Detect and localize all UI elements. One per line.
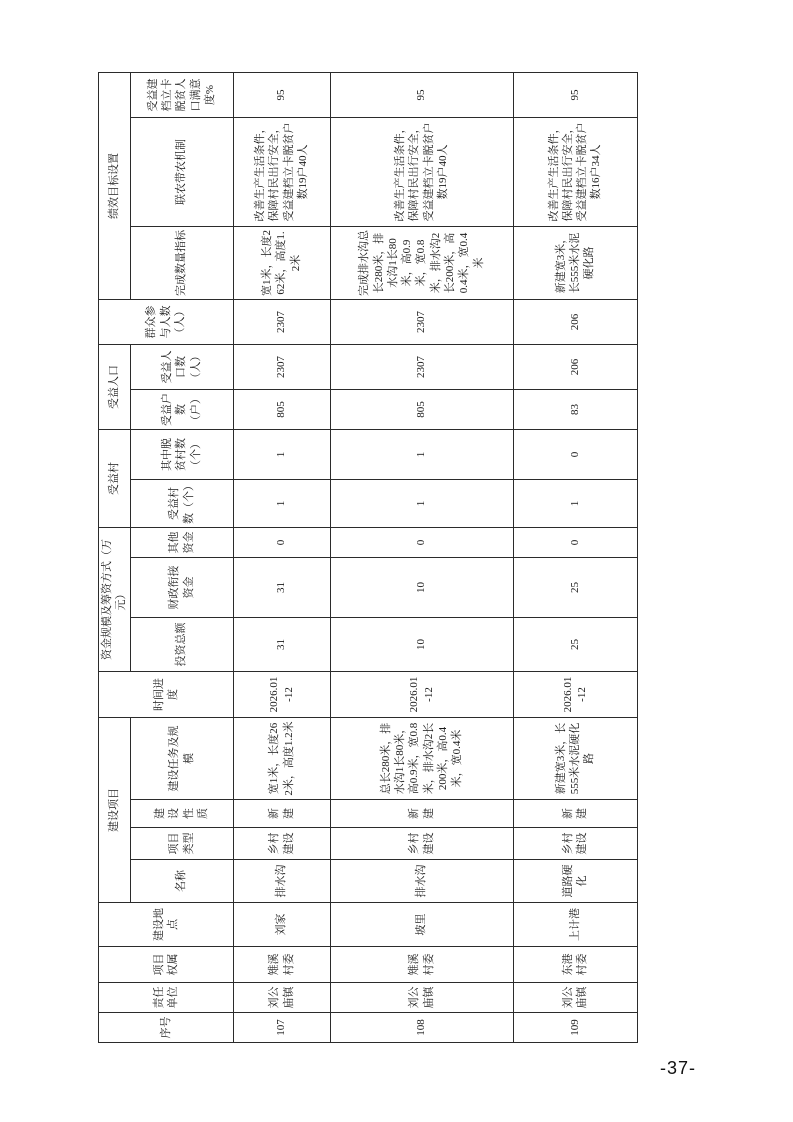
cell-scale: 总长280米，排水沟1长80米，高0.9米，宽0.8米，排水沟2长200米，高0.4米，宽0.4米 <box>330 718 513 800</box>
cell-type: 乡村建设 <box>330 828 513 860</box>
cell-ownership: 雉溪村委 <box>330 947 513 983</box>
cell-name: 排水沟 <box>330 860 513 903</box>
rotated-table-canvas <box>98 73 632 1043</box>
header-ownership: 项目权属 <box>99 947 234 983</box>
project-table <box>98 72 638 1043</box>
header-location: 建设地点 <box>99 903 234 947</box>
cell-fiscal-linkage-fund: 31 <box>233 558 330 618</box>
header-scale: 建设任务及规模 <box>130 718 233 800</box>
cell-quantity-target: 宽1米，长度262米，高度1.2米 <box>233 227 330 300</box>
cell-people: 2307 <box>233 345 330 390</box>
cell-poor-villages: 1 <box>233 430 330 480</box>
cell-other-fund: 0 <box>513 528 637 558</box>
cell-participants: 206 <box>513 300 637 345</box>
cell-total-investment: 31 <box>233 618 330 672</box>
cell-responsible-unit: 刘公庙镇 <box>513 983 637 1013</box>
cell-schedule: 2026.01-12 <box>513 672 637 718</box>
cell-quantity-target: 完成排水沟总长280米，排水沟1长80米，高0.9米，宽0.8米，排水沟2长200米，高0.4米，宽0.4米 <box>330 227 513 300</box>
header-satisfaction: 受益建档立卡脱贫人口满意度% <box>130 72 233 117</box>
cell-households: 83 <box>513 390 637 430</box>
cell-location: 上计港 <box>513 903 637 947</box>
header-households: 受益户数（户） <box>130 390 233 430</box>
cell-poor-villages: 1 <box>330 430 513 480</box>
cell-type: 乡村建设 <box>513 828 637 860</box>
cell-name: 排水沟 <box>233 860 330 903</box>
cell-ownership: 雉溪村委 <box>233 947 330 983</box>
table-row-108 <box>330 72 513 1042</box>
header-performance-group: 绩效目标设置 <box>99 72 131 299</box>
cell-households: 805 <box>233 390 330 430</box>
cell-people: 2307 <box>330 345 513 390</box>
cell-seq: 108 <box>330 1013 513 1043</box>
cell-location: 坡里 <box>330 903 513 947</box>
cell-seq: 107 <box>233 1013 330 1043</box>
header-poor-villages: 其中脱贫村数（个） <box>130 430 233 480</box>
header-project-group: 建设项目 <box>99 718 131 903</box>
header-seq: 序号 <box>99 1013 234 1043</box>
cell-responsible-unit: 刘公庙镇 <box>233 983 330 1013</box>
cell-total-investment: 25 <box>513 618 637 672</box>
cell-mechanism: 改善生产生活条件，保障村民出行安全，受益建档立卡脱贫户数16户34人 <box>513 118 637 227</box>
cell-seq: 109 <box>513 1013 637 1043</box>
cell-other-fund: 0 <box>233 528 330 558</box>
cell-location: 刘家 <box>233 903 330 947</box>
cell-satisfaction: 95 <box>330 72 513 117</box>
header-people-group: 受益人口 <box>99 345 131 430</box>
cell-type: 乡村建设 <box>233 828 330 860</box>
header-schedule: 时间进度 <box>99 672 234 718</box>
cell-households: 805 <box>330 390 513 430</box>
header-quantity-target: 完成数量指标 <box>130 227 233 300</box>
cell-fiscal-linkage-fund: 25 <box>513 558 637 618</box>
header-sub-row <box>130 72 233 1042</box>
header-name: 名称 <box>130 860 233 903</box>
cell-name: 道路硬化 <box>513 860 637 903</box>
cell-schedule: 2026.01-12 <box>233 672 330 718</box>
header-mechanism: 联农带农机制 <box>130 118 233 227</box>
cell-villages: 1 <box>330 480 513 528</box>
cell-villages: 1 <box>513 480 637 528</box>
header-fiscal-linkage-fund: 财政衔接资金 <box>130 558 233 618</box>
cell-participants: 2307 <box>233 300 330 345</box>
header-type: 项目类型 <box>130 828 233 860</box>
cell-people: 206 <box>513 345 637 390</box>
cell-nature: 新建 <box>233 800 330 828</box>
cell-nature: 新建 <box>513 800 637 828</box>
page-number: -37- <box>659 1058 696 1078</box>
cell-villages: 1 <box>233 480 330 528</box>
cell-poor-villages: 0 <box>513 430 637 480</box>
cell-scale: 宽1米，长度262米，高度1.2米 <box>233 718 330 800</box>
cell-responsible-unit: 刘公庙镇 <box>330 983 513 1013</box>
cell-scale: 新建宽3米，长555米水泥硬化路 <box>513 718 637 800</box>
cell-satisfaction: 95 <box>233 72 330 117</box>
cell-schedule: 2026.01-12 <box>330 672 513 718</box>
header-funding-group: 资金规模及筹资方式（万元） <box>99 528 131 672</box>
header-villages: 受益村数（个） <box>130 480 233 528</box>
cell-participants: 2307 <box>330 300 513 345</box>
header-group-row <box>99 72 131 1042</box>
cell-nature: 新建 <box>330 800 513 828</box>
header-other-fund: 其他资金 <box>130 528 233 558</box>
header-nature: 建设性质 <box>130 800 233 828</box>
cell-fiscal-linkage-fund: 10 <box>330 558 513 618</box>
table-row-109 <box>513 72 637 1042</box>
cell-total-investment: 10 <box>330 618 513 672</box>
cell-quantity-target: 新建宽3米，长555米水泥硬化路 <box>513 227 637 300</box>
cell-other-fund: 0 <box>330 528 513 558</box>
table-row-107 <box>233 72 330 1042</box>
cell-satisfaction: 95 <box>513 72 637 117</box>
cell-ownership: 东港村委 <box>513 947 637 983</box>
header-participants: 群众参与人数（人） <box>99 300 234 345</box>
header-people: 受益人口数（人） <box>130 345 233 390</box>
cell-mechanism: 改善生产生活条件，保障村民出行安全，受益建档立卡脱贫户数19户40人 <box>233 118 330 227</box>
header-responsible-unit: 责任单位 <box>99 983 234 1013</box>
header-total-investment: 投资总额 <box>130 618 233 672</box>
cell-mechanism: 改善生产生活条件，保障村民出行安全，受益建档立卡脱贫户数19户40人 <box>330 118 513 227</box>
header-village-group: 受益村 <box>99 430 131 528</box>
